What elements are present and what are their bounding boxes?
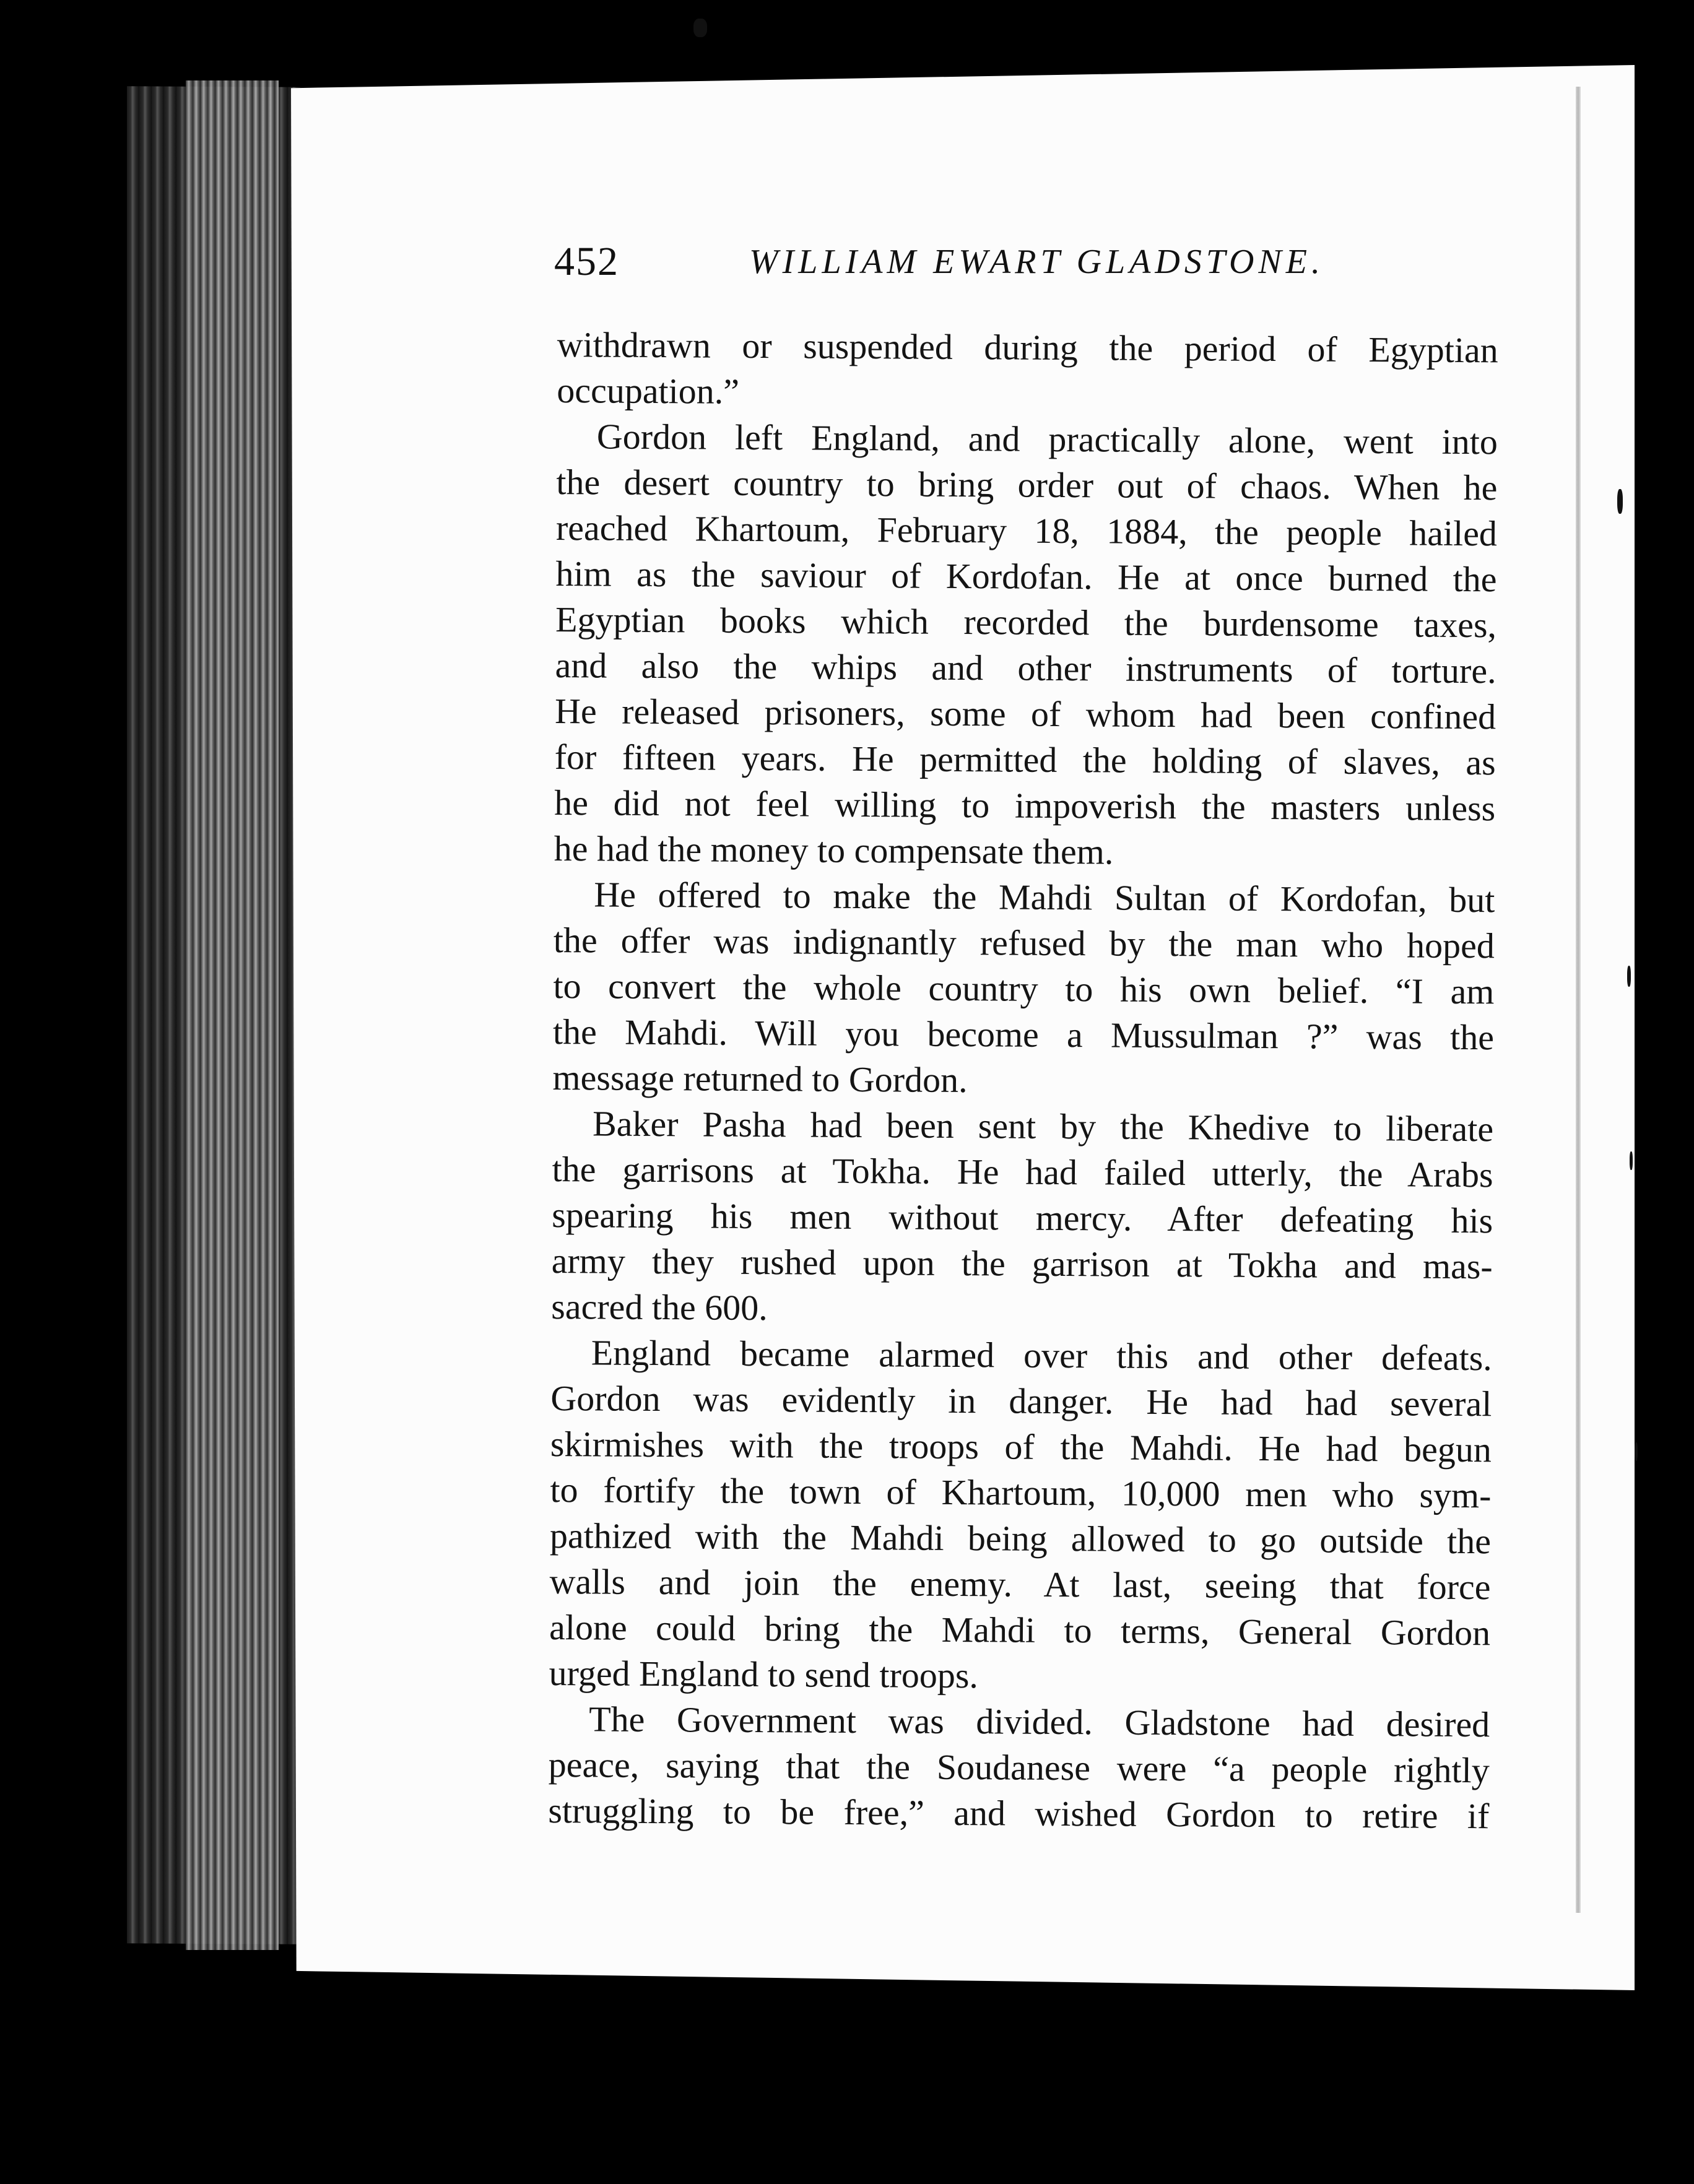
text-line: he had the money to compensate them. — [554, 828, 1114, 872]
text-line: struggling to be free,” and wished Gordon to retire if — [548, 1790, 1490, 1837]
text-line: army they rushed upon the garrison at Tokha and mas- — [551, 1240, 1493, 1287]
text-line: Gordon left England, and practically alone, went into — [596, 416, 1498, 462]
text-line: alone could bring the Mahdi to terms, General Gordon — [549, 1606, 1491, 1653]
text-line: occupation.” — [557, 370, 740, 412]
text-line: Baker Pasha had been sent by the Khedive to liberate — [592, 1103, 1494, 1150]
page-header — [554, 238, 1396, 294]
book-page-edges-highlight — [186, 80, 279, 1950]
text-line: reached Khartoum, February 18, 1884, the people hailed — [555, 507, 1498, 554]
text-line: skirmishes with the troops of the Mahdi. He had begun — [550, 1423, 1492, 1470]
text-line: the Mahdi. Will you become a Mussulman ?” was the — [552, 1011, 1495, 1058]
text-line: for fifteen years. He permitted the holding of slaves, as — [554, 736, 1496, 783]
scan-speck — [1630, 1151, 1633, 1170]
page-number: 452 — [554, 239, 619, 284]
text-line: he did not feel willing to impoverish the masters unless — [554, 782, 1496, 829]
text-line: and also the whips and other instruments of torture. — [555, 644, 1496, 691]
text-line: spearing his men without mercy. After defeating his — [551, 1194, 1493, 1241]
text-line: urged England to send troops. — [549, 1652, 979, 1696]
text-line: peace, saying that the Soudanese were “a people rightly — [548, 1744, 1490, 1791]
page-gutter-shadow — [1576, 87, 1581, 1913]
text-line: walls and join the enemy. At last, seeing that force — [549, 1561, 1491, 1608]
running-title: WILLIAM EWART GLADSTONE. — [749, 243, 1324, 281]
text-line: He offered to make the Mahdi Sultan of Kordofan, but — [594, 874, 1495, 921]
scan-speck — [1627, 966, 1631, 987]
text-line: to convert the whole country to his own belief. “I am — [553, 965, 1495, 1012]
text-line: the offer was indignantly refused by the man who hoped — [553, 919, 1495, 966]
text-line: pathized with the Mahdi being allowed to go outside the — [549, 1515, 1492, 1562]
text-line: The Government was divided. Gladstone had desired — [589, 1699, 1490, 1745]
text-line: him as the saviour of Kordofan. He at once burned the — [555, 553, 1497, 600]
text-line: sacred the 600. — [551, 1286, 768, 1328]
text-line: withdrawn or suspended during the period of Egyptian — [557, 324, 1498, 371]
text-line: He released prisoners, some of whom had been confined — [554, 690, 1496, 737]
text-line: England became alarmed over this and other defeats. — [591, 1332, 1493, 1379]
text-line: the garrisons at Tokha. He had failed utterly, the Arabs — [552, 1148, 1493, 1195]
text-line: the desert country to bring order out of chaos. When he — [556, 461, 1498, 508]
text-line: Egyptian books which recorded the burdensome taxes, — [555, 599, 1497, 646]
text-line: to fortify the town of Khartoum, 10,000 men who sym- — [550, 1469, 1492, 1516]
scan-speck — [1635, 1442, 1638, 1461]
scan-speck — [693, 19, 707, 37]
body-text — [548, 322, 1498, 1839]
text-line: message returned to Gordon. — [552, 1057, 968, 1101]
text-line: Gordon was evidently in danger. He had had several — [550, 1377, 1492, 1424]
scan-speck — [1617, 489, 1623, 514]
